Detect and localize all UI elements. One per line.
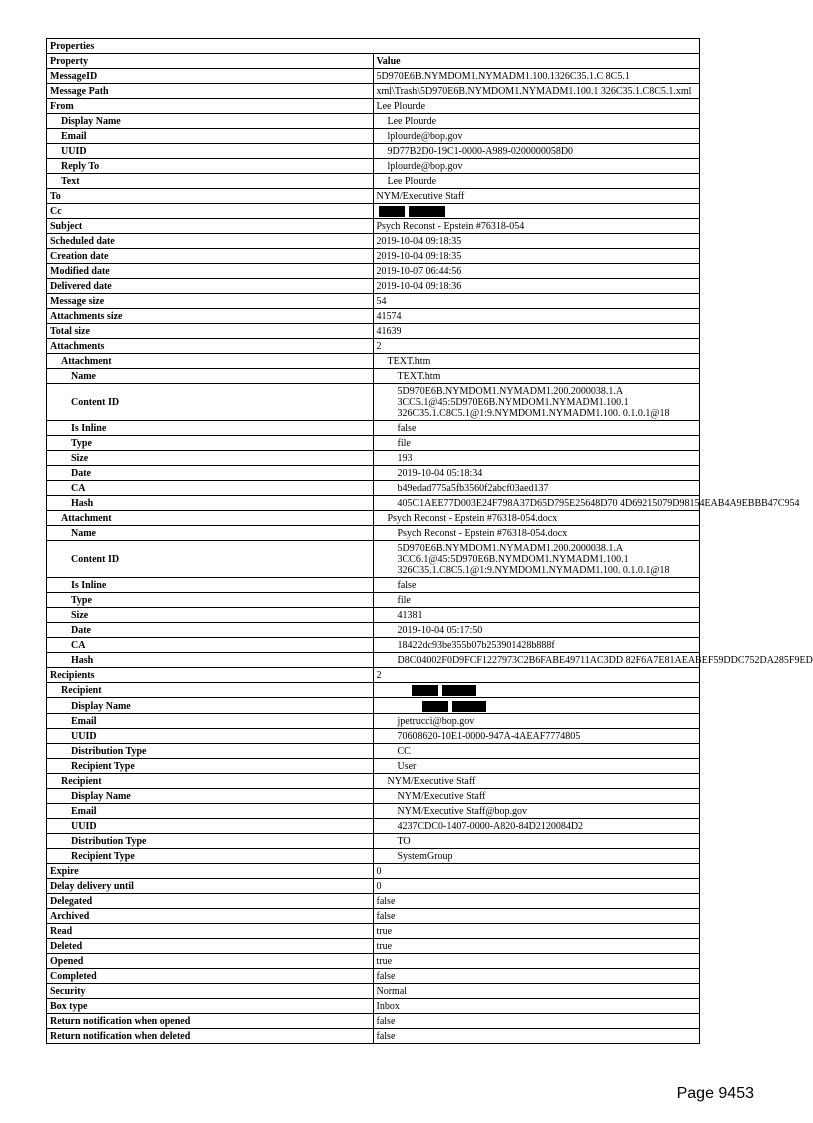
value-line: jpetrucci@bop.gov <box>397 715 475 727</box>
property-size: Size <box>47 608 374 623</box>
value-recipient <box>373 683 700 698</box>
property-expire: Expire <box>47 863 374 878</box>
property-message-size: Message size <box>47 294 374 309</box>
value-is-inline <box>373 578 700 593</box>
value-attachments <box>373 339 700 354</box>
value-creation-date <box>373 249 700 264</box>
table-row <box>47 294 700 309</box>
value-date <box>373 466 700 481</box>
property-content-id: Content ID <box>47 541 374 578</box>
table-row <box>47 481 700 496</box>
value-line: true <box>376 955 393 967</box>
value-email <box>373 803 700 818</box>
value-line: TO <box>397 835 411 847</box>
value-email <box>373 713 700 728</box>
property-attachments-size: Attachments size <box>47 309 374 324</box>
value-line: 193 <box>397 453 413 465</box>
value-line: file <box>397 595 411 607</box>
value-line: NYM/Executive Staff@bop.gov <box>397 805 528 817</box>
table-row <box>47 788 700 803</box>
table-row <box>47 99 700 114</box>
table-row <box>47 249 700 264</box>
table-row <box>47 818 700 833</box>
value-line: Normal <box>376 985 408 997</box>
value-line: 405C1AEE77D003E24F798A37D65D795E25648D70 4D69215079D98154EAB4A9EBBB47C954 <box>397 498 800 510</box>
value-size <box>373 451 700 466</box>
value-line: 0 <box>376 865 382 877</box>
property-opened: Opened <box>47 953 374 968</box>
value-return-notification-when-deleted <box>373 1028 700 1043</box>
table-row <box>47 923 700 938</box>
property-total-size: Total size <box>47 324 374 339</box>
value-line: false <box>397 580 417 592</box>
table-row <box>47 451 700 466</box>
value-line: 5D970E6B.NYMDOM1.NYMADM1.100.1326C35.1.C 8C5.1 <box>376 71 630 82</box>
property-delay-delivery-until: Delay delivery until <box>47 878 374 893</box>
table-row <box>47 653 700 668</box>
property-creation-date: Creation date <box>47 249 374 264</box>
value-content-id <box>373 384 700 421</box>
table-row <box>47 968 700 983</box>
table-row <box>47 189 700 204</box>
property-from: From <box>47 99 374 114</box>
property-delegated: Delegated <box>47 893 374 908</box>
value-line: 41574 <box>376 311 402 323</box>
table-row <box>47 1028 700 1043</box>
value-line: NYM/Executive Staff <box>387 775 476 787</box>
table-row <box>47 159 700 174</box>
property-email: Email <box>47 803 374 818</box>
value-line: 5D970E6B.NYMDOM1.NYMADM1.200.2000038.1.A <box>397 386 624 398</box>
table-row <box>47 1013 700 1028</box>
value-line: 326C35.1.C8C5.1@1:9.NYMDOM1.NYMADM1.100. 0.1.0.1@18 <box>397 565 670 577</box>
value-line: 2019-10-04 09:18:35 <box>376 251 462 263</box>
value-line: Inbox <box>376 1000 400 1012</box>
property-security: Security <box>47 983 374 998</box>
property-display-name: Display Name <box>47 788 374 803</box>
property-return-notification-when-opened: Return notification when opened <box>47 1013 374 1028</box>
value-deleted <box>373 938 700 953</box>
value-recipients <box>373 668 700 683</box>
property-completed: Completed <box>47 968 374 983</box>
value-line: 2 <box>376 670 382 682</box>
table-row <box>47 623 700 638</box>
value-name <box>373 369 700 384</box>
value-delegated <box>373 893 700 908</box>
property-uuid: UUID <box>47 728 374 743</box>
value-delay-delivery-until <box>373 878 700 893</box>
value-is-inline <box>373 421 700 436</box>
table-row <box>47 713 700 728</box>
table-row <box>47 354 700 369</box>
property-recipient: Recipient <box>47 773 374 788</box>
value-message-path <box>373 84 700 99</box>
property-content-id: Content ID <box>47 384 374 421</box>
value-uuid <box>373 818 700 833</box>
property-attachment: Attachment <box>47 511 374 526</box>
table-row <box>47 863 700 878</box>
table-row <box>47 683 700 698</box>
table-row <box>47 219 700 234</box>
properties-table <box>46 38 813 1044</box>
value-modified-date <box>373 264 700 279</box>
value-line: false <box>376 1030 396 1042</box>
header-row <box>47 54 700 69</box>
table-row <box>47 541 700 578</box>
value-uuid <box>373 144 700 159</box>
property-ca: CA <box>47 638 374 653</box>
value-line: Lee Plourde <box>376 101 426 112</box>
property-distribution-type: Distribution Type <box>47 833 374 848</box>
table-row <box>47 698 700 713</box>
redaction-block <box>412 685 438 696</box>
table-row <box>47 496 700 511</box>
value-uuid <box>373 728 700 743</box>
page-number: Page 9453 <box>676 1085 754 1102</box>
property-email: Email <box>47 713 374 728</box>
value-line: Lee Plourde <box>387 176 437 187</box>
value-content-id <box>373 541 700 578</box>
value-line: b49edad775a5fb3560f2abcf03aed137 <box>397 483 549 495</box>
value-email <box>373 129 700 144</box>
value-line: 2019-10-07 06:44:56 <box>376 266 462 278</box>
property-ca: CA <box>47 481 374 496</box>
value-reply-to <box>373 159 700 174</box>
property-date: Date <box>47 466 374 481</box>
value-attachment <box>373 354 700 369</box>
table-row <box>47 608 700 623</box>
value-line: Psych Reconst - Epstein #76318-054 <box>376 221 525 233</box>
table-row <box>47 421 700 436</box>
property-box-type: Box type <box>47 998 374 1013</box>
value-line: D8C04002F0D9FCF1227973C2B6FABE49711AC3DD 82F6A7E81AEABEF59DDC752DA285F9ED <box>397 655 813 667</box>
value-archived <box>373 908 700 923</box>
value-expire <box>373 863 700 878</box>
redaction-block <box>409 206 445 217</box>
value-line: false <box>376 895 396 907</box>
value-name <box>373 526 700 541</box>
table-row <box>47 511 700 526</box>
property-to: To <box>47 189 374 204</box>
property-scheduled-date: Scheduled date <box>47 234 374 249</box>
table-row <box>47 848 700 863</box>
property-date: Date <box>47 623 374 638</box>
table-row <box>47 324 700 339</box>
value-ca <box>373 638 700 653</box>
value-hash <box>373 496 800 511</box>
property-read: Read <box>47 923 374 938</box>
value-line: Psych Reconst - Epstein #76318-054.docx <box>387 513 558 525</box>
property-return-notification-when-deleted: Return notification when deleted <box>47 1028 374 1043</box>
value-line: 4237CDC0-1407-0000-A820-84D2120084D2 <box>397 820 584 832</box>
property-delivered-date: Delivered date <box>47 279 374 294</box>
property-size: Size <box>47 451 374 466</box>
value-line: false <box>376 1015 396 1027</box>
table-row <box>47 833 700 848</box>
value-size <box>373 608 700 623</box>
table-row <box>47 953 700 968</box>
table-row <box>47 339 700 354</box>
property-type: Type <box>47 436 374 451</box>
value-line: false <box>397 423 417 435</box>
value-date <box>373 623 700 638</box>
property-recipient-type: Recipient Type <box>47 758 374 773</box>
table-row <box>47 466 700 481</box>
value-cc <box>373 204 700 219</box>
property-messageid: MessageID <box>47 69 374 84</box>
value-message-size <box>373 294 700 309</box>
value-line: false <box>376 970 396 982</box>
value-total-size <box>373 324 700 339</box>
table-row <box>47 803 700 818</box>
value-display-name <box>373 788 700 803</box>
header-property: Property <box>47 54 374 69</box>
property-recipient-type: Recipient Type <box>47 848 374 863</box>
value-security <box>373 983 700 998</box>
value-line: TEXT.htm <box>387 356 431 368</box>
value-line: 41381 <box>397 610 423 622</box>
property-email: Email <box>47 129 374 144</box>
value-read <box>373 923 700 938</box>
property-reply-to: Reply To <box>47 159 374 174</box>
table-row <box>47 309 700 324</box>
property-display-name: Display Name <box>47 114 374 129</box>
property-display-name: Display Name <box>47 698 374 713</box>
value-recipient-type <box>373 758 700 773</box>
value-to <box>373 189 700 204</box>
value-line: Psych Reconst - Epstein #76318-054.docx <box>397 528 568 540</box>
property-uuid: UUID <box>47 818 374 833</box>
value-line: NYM/Executive Staff <box>376 191 465 202</box>
value-line: lplourde@bop.gov <box>387 131 463 142</box>
value-distribution-type <box>373 833 700 848</box>
value-hash <box>373 653 813 668</box>
table-row <box>47 264 700 279</box>
table-row <box>47 983 700 998</box>
value-line: true <box>376 925 393 937</box>
property-distribution-type: Distribution Type <box>47 743 374 758</box>
value-line: User <box>397 760 417 772</box>
table-row <box>47 144 700 159</box>
table-row <box>47 773 700 788</box>
property-name: Name <box>47 526 374 541</box>
value-ca <box>373 481 700 496</box>
table-row <box>47 114 700 129</box>
table-row <box>47 758 700 773</box>
value-scheduled-date <box>373 234 700 249</box>
value-display-name <box>373 114 700 129</box>
property-is-inline: Is Inline <box>47 421 374 436</box>
redaction-block <box>422 701 448 712</box>
table-row <box>47 878 700 893</box>
value-line: false <box>376 910 396 922</box>
table-row <box>47 593 700 608</box>
table-row <box>47 279 700 294</box>
value-attachment <box>373 511 700 526</box>
redaction-block <box>379 206 405 217</box>
property-recipients: Recipients <box>47 668 374 683</box>
table-row <box>47 998 700 1013</box>
property-hash: Hash <box>47 496 374 511</box>
value-line: 0 <box>376 880 382 892</box>
value-type <box>373 593 700 608</box>
table-row <box>47 668 700 683</box>
value-line: 54 <box>376 296 387 308</box>
value-subject <box>373 219 700 234</box>
value-line: 2019-10-04 05:17:50 <box>397 625 483 637</box>
value-type <box>373 436 700 451</box>
table-row <box>47 69 700 84</box>
table-row <box>47 436 700 451</box>
value-line: 2019-10-04 09:18:35 <box>376 236 462 248</box>
table-row <box>47 638 700 653</box>
table-row <box>47 174 700 189</box>
value-distribution-type <box>373 743 700 758</box>
table-row <box>47 893 700 908</box>
value-box-type <box>373 998 700 1013</box>
value-line: NYM/Executive Staff <box>397 790 486 802</box>
value-return-notification-when-opened <box>373 1013 700 1028</box>
property-name: Name <box>47 369 374 384</box>
header-value: Value <box>373 54 700 69</box>
value-line: 41639 <box>376 326 402 338</box>
value-recipient <box>373 773 700 788</box>
property-is-inline: Is Inline <box>47 578 374 593</box>
property-uuid: UUID <box>47 144 374 159</box>
value-line: file <box>397 438 411 450</box>
table-row <box>47 129 700 144</box>
table-row <box>47 384 700 421</box>
value-line: 326C35.1.C8C5.1@1:9.NYMDOM1.NYMADM1.100. 0.1.0.1@18 <box>397 408 670 420</box>
value-line: lplourde@bop.gov <box>387 161 463 172</box>
value-line: 70608620-10E1-0000-947A-4AEAF7774805 <box>397 730 581 742</box>
value-completed <box>373 968 700 983</box>
property-recipient: Recipient <box>47 683 374 698</box>
value-line: 2019-10-04 05:18:34 <box>397 468 483 480</box>
value-line: 18422dc93be355b07b253901428b888f <box>397 640 555 652</box>
value-from <box>373 99 700 114</box>
property-attachments: Attachments <box>47 339 374 354</box>
value-recipient-type <box>373 848 700 863</box>
property-cc: Cc <box>47 204 374 219</box>
value-line: 3CC5.1@45:5D970E6B.NYMDOM1.NYMADM1.100.1 <box>397 397 629 409</box>
value-line: SystemGroup <box>397 850 453 862</box>
value-messageid <box>373 69 700 84</box>
value-line: 5D970E6B.NYMDOM1.NYMADM1.200.2000038.1.A <box>397 543 624 555</box>
table-row <box>47 526 700 541</box>
value-attachments-size <box>373 309 700 324</box>
property-type: Type <box>47 593 374 608</box>
redaction-block <box>442 685 476 696</box>
value-text <box>373 174 700 189</box>
value-line: true <box>376 940 393 952</box>
property-modified-date: Modified date <box>47 264 374 279</box>
property-attachment: Attachment <box>47 354 374 369</box>
table-row <box>47 938 700 953</box>
value-line: CC <box>397 745 411 757</box>
table-row <box>47 234 700 249</box>
value-line: Lee Plourde <box>387 116 437 127</box>
value-line: TEXT.htm <box>397 371 441 383</box>
value-display-name <box>373 698 700 713</box>
property-subject: Subject <box>47 219 374 234</box>
table-row <box>47 908 700 923</box>
table-row <box>47 743 700 758</box>
value-opened <box>373 953 700 968</box>
value-line: 2 <box>376 341 382 353</box>
table-title: Properties <box>47 39 700 54</box>
table-row <box>47 369 700 384</box>
table-row <box>47 204 700 219</box>
table-row <box>47 84 700 99</box>
table-row <box>47 578 700 593</box>
value-line: 2019-10-04 09:18:36 <box>376 281 462 293</box>
property-message-path: Message Path <box>47 84 374 99</box>
value-line: xml\Trash\5D970E6B.NYMDOM1.NYMADM1.100.1 326C35.1.C8C5.1.xml <box>376 86 692 97</box>
value-delivered-date <box>373 279 700 294</box>
redaction-block <box>452 701 486 712</box>
title-row <box>47 39 700 54</box>
value-line: 3CC6.1@45:5D970E6B.NYMDOM1.NYMADM1.100.1 <box>397 554 629 566</box>
table-row <box>47 728 700 743</box>
property-deleted: Deleted <box>47 938 374 953</box>
property-archived: Archived <box>47 908 374 923</box>
property-hash: Hash <box>47 653 374 668</box>
value-line: 9D77B2D0-19C1-0000-A989-0200000058D0 <box>387 146 574 157</box>
property-text: Text <box>47 174 374 189</box>
